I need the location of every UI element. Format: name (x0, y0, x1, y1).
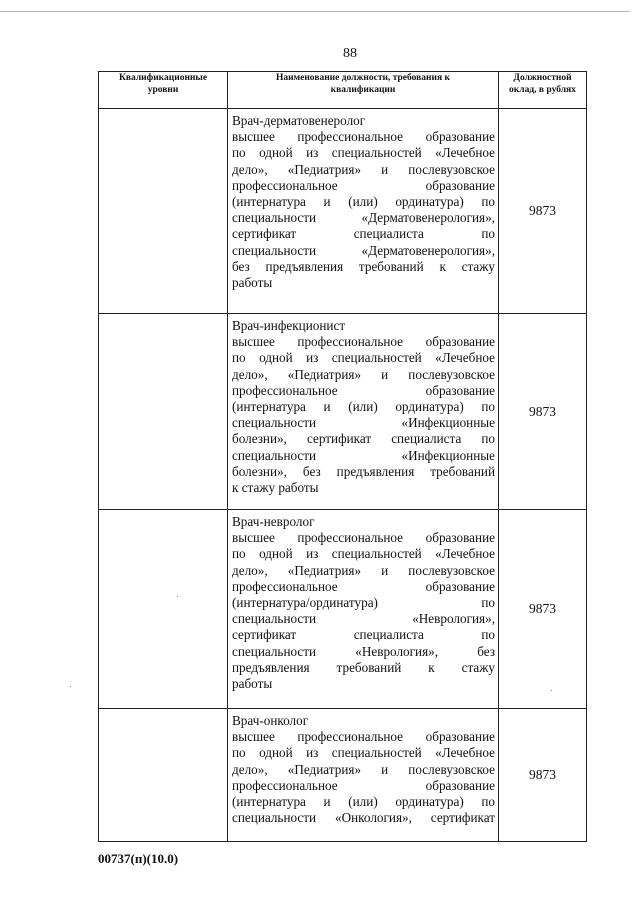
requirement-line: высшее профессиональное образование (232, 530, 495, 546)
position-title: Врач-инфекционист (232, 318, 346, 333)
salary-cell (499, 109, 587, 314)
requirement-line: дело», «Педиатрия» и послевузовское (232, 161, 495, 177)
requirement-line: сертификат специалиста по (232, 226, 495, 242)
table-header-row (99, 72, 587, 109)
requirement-line: (интернатура и (или) ординатура) по (232, 794, 495, 810)
position-cell (228, 709, 499, 842)
requirement-line: высшее профессиональное образование (232, 334, 495, 350)
salary-value: 9873 (529, 601, 556, 616)
salary-cell (499, 709, 587, 842)
qualification-level-cell (99, 510, 228, 709)
requirement-line: (интернатура и (или) ординатура) по (232, 194, 495, 210)
position-cell (228, 510, 499, 709)
requirement-line: предъявления требований к стажу (232, 659, 495, 675)
requirement-line: по одной из специальностей «Лечебное (232, 745, 495, 761)
requirement-line: работы (232, 676, 273, 692)
header-qualification-levels: Квалификационные уровни (99, 72, 228, 109)
requirement-line: болезни», сертификат специалиста по (232, 431, 495, 447)
header-salary: Должностной оклад, в рублях (499, 72, 587, 109)
header-position-requirements: Наименование должности, требования к квалификации (228, 72, 499, 109)
requirement-line: дело», «Педиатрия» и послевузовское (232, 761, 495, 777)
salary-value: 9873 (529, 403, 556, 419)
page-number: 88 (343, 46, 357, 61)
requirement-line: высшее профессиональное образование (232, 729, 495, 745)
position-title: Врач-дерматовенеролог (232, 113, 366, 128)
salary-value: 9873 (529, 767, 556, 782)
requirement-line: специальности «Инфекционные (232, 447, 495, 463)
requirement-line: по одной из специальностей «Лечебное (232, 546, 495, 562)
table-row (99, 709, 587, 842)
requirement-line: специальности «Неврология», (232, 611, 495, 627)
requirement-line: специальности «Инфекционные (232, 415, 495, 431)
requirement-line: (интернатура/ординатура) по (232, 595, 495, 611)
salary-value: 9873 (529, 203, 556, 218)
requirement-line: к стажу работы (232, 480, 319, 496)
requirement-line: работы (232, 275, 273, 291)
requirement-line: профессиональное образование (232, 382, 495, 398)
top-rule (0, 11, 630, 12)
document-code: 00737(п)(10.0) (98, 851, 179, 866)
requirement-line: специальности «Дерматовенерология», (232, 210, 495, 226)
scan-speck (177, 596, 178, 597)
requirement-line: профессиональное образование (232, 177, 495, 193)
table-row (99, 109, 587, 314)
requirement-line: дело», «Педиатрия» и послевузовское (232, 562, 495, 578)
qualification-level-cell (99, 709, 228, 842)
scan-speck (70, 686, 71, 687)
qualification-level-cell (99, 109, 228, 314)
requirement-line: специальности «Онкология», сертификат (232, 810, 495, 826)
table-row (99, 510, 587, 709)
requirement-line: по одной из специальностей «Лечебное (232, 350, 495, 366)
position-title: Врач-невролог (232, 514, 315, 529)
table-row (99, 314, 587, 510)
requirement-line: профессиональное образование (232, 578, 495, 594)
requirement-line: без предъявления требований к стажу (232, 258, 495, 274)
requirement-line: по одной из специальностей «Лечебное (232, 145, 495, 161)
position-title: Врач-онколог (232, 713, 309, 728)
requirement-line: специальности «Дерматовенерология», (232, 242, 495, 258)
requirement-line: сертификат специалиста по (232, 627, 495, 643)
requirement-line: профессиональное образование (232, 777, 495, 793)
requirement-line: дело», «Педиатрия» и послевузовское (232, 366, 495, 382)
position-cell (228, 109, 499, 314)
qualification-level-cell (99, 314, 228, 510)
qualification-table (98, 71, 587, 842)
salary-cell (499, 314, 587, 510)
position-cell (228, 314, 499, 510)
scan-speck (551, 690, 552, 691)
requirement-line: болезни», без предъявления требований (232, 463, 495, 479)
requirement-line: специальности «Неврология», без (232, 643, 495, 659)
requirement-line: высшее профессиональное образование (232, 129, 495, 145)
requirement-line: (интернатура и (или) ординатура) по (232, 399, 495, 415)
salary-cell (499, 510, 587, 709)
